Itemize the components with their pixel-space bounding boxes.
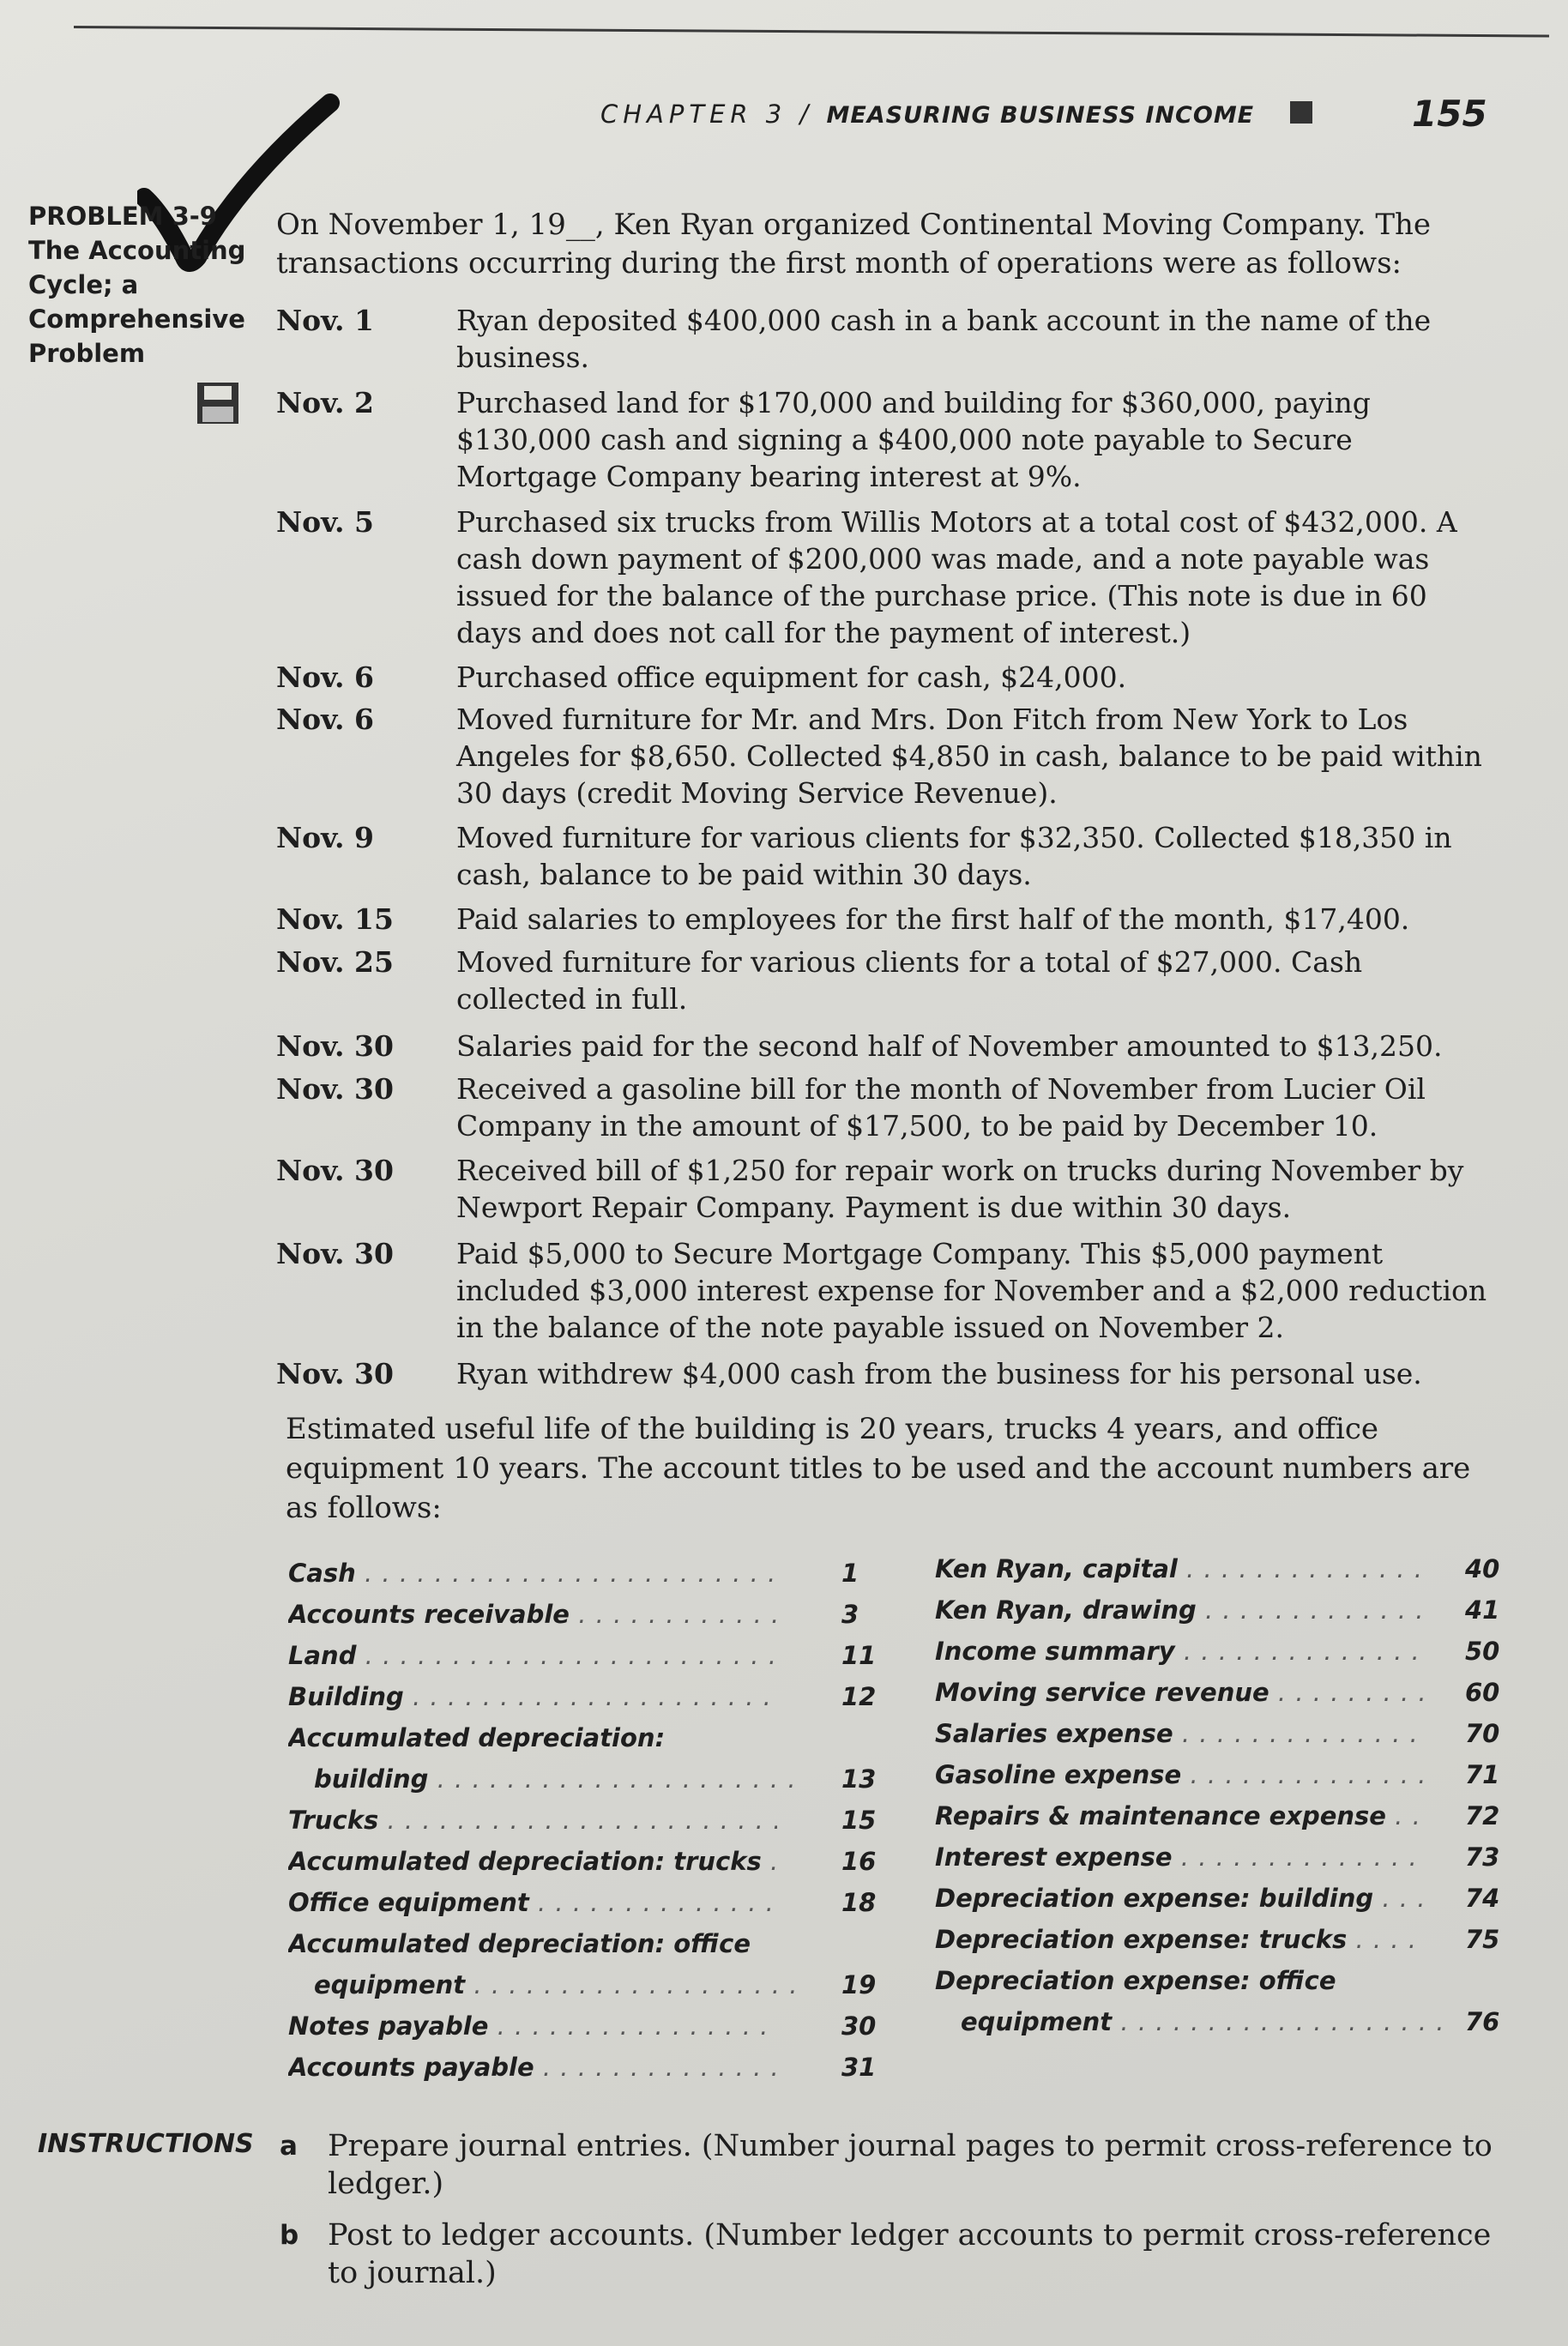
account-row: Land . . . 11 xyxy=(288,1635,889,1676)
account-row: Accumulated depreciation: office xyxy=(288,1929,751,1958)
transaction-row: Nov. 30 Ryan withdrew $4,000 cash from the business for his personal use. xyxy=(276,1357,1422,1390)
transaction-row: Nov. 6 Purchased office equipment for cash, $24,000. xyxy=(276,660,1127,694)
account-row: Accounts receivable . . . 3 xyxy=(288,1594,889,1635)
account-row: Accumulated depreciation: xyxy=(288,1723,666,1752)
account-row: Depreciation expense: building . . . 74 xyxy=(935,1878,1518,1919)
accounts-list-right xyxy=(935,1548,1518,2042)
account-row: Depreciation expense: office xyxy=(935,1966,1336,1995)
intro-paragraph: On November 1, 19__, Ken Ryan organized Continental Moving Company. The transactions occurring during the first month of operations were as follows: xyxy=(276,208,1432,280)
transaction-row: Nov. 9 Moved furniture for various clients for $32,350. Collected $18,350 in cash, balance to be paid within 30 days. xyxy=(276,821,1452,891)
account-row: equipment . . . 19 xyxy=(288,1964,889,2005)
account-row: Salaries expense . . . 70 xyxy=(935,1713,1518,1754)
square-bullet-icon xyxy=(1290,101,1312,124)
account-row: equipment . . . 76 xyxy=(935,2001,1518,2042)
account-row: Interest expense . . . 73 xyxy=(935,1836,1518,1878)
transaction-row: Nov. 6 Moved furniture for Mr. and Mrs. Don Fitch from New York to Los Angeles for $8,650. Collected $4,850 in cash, balance to be paid within 30 days (credit Moving Service Revenue). xyxy=(276,703,1482,810)
transaction-row: Nov. 5 Purchased six trucks from Willis Motors at a total cost of $432,000. A cash down payment of $200,000 was made, and a note payable was issued for the balance of the purchase price. (This note is due in 60 days and does not call for the payment of interest.) xyxy=(276,505,1457,649)
accounts-list-left xyxy=(288,1553,889,2088)
account-row: Accounts payable . . . 31 xyxy=(288,2047,889,2088)
account-row: Ken Ryan, capital . . . 40 xyxy=(935,1548,1518,1589)
account-row: Building . . . 12 xyxy=(288,1676,889,1717)
account-row: Notes payable . . . 30 xyxy=(288,2005,889,2047)
account-row: Income summary . . . 50 xyxy=(935,1631,1518,1672)
top-rule xyxy=(74,26,1549,38)
transaction-row: Nov. 30 Paid $5,000 to Secure Mortgage Company. This $5,000 payment included $3,000 interest expense for November and a $2,000 reduction in the balance of the note payable issued on November 2. xyxy=(276,1237,1487,1344)
account-row: Ken Ryan, drawing . . . 41 xyxy=(935,1589,1518,1631)
instruction-item: b Post to ledger accounts. (Number ledger accounts to permit cross-reference to journal.) xyxy=(280,2218,1492,2290)
running-header xyxy=(600,93,1501,136)
problem-label: PROBLEM 3-9 xyxy=(28,202,217,231)
transaction-row: Nov. 1 Ryan deposited $400,000 cash in a bank account in the name of the business. xyxy=(276,304,1432,374)
problem-title: The Accounting Cycle; a Comprehensive Problem xyxy=(28,236,246,368)
account-row: Cash . . . 1 xyxy=(288,1553,889,1594)
account-row: building . . . 13 xyxy=(288,1758,889,1800)
floppy-disk-icon xyxy=(196,381,240,425)
page-number: 155 xyxy=(1412,93,1487,135)
problem-sidebar xyxy=(28,199,251,371)
account-row: Accumulated depreciation: trucks . . . 16 xyxy=(288,1841,889,1882)
chapter-label: CHAPTER 3 / MEASURING BUSINESS INCOME xyxy=(600,100,1255,129)
transaction-row: Nov. 30 Received a gasoline bill for the month of November from Lucier Oil Company in the amount of $17,500, to be paid by December 10. xyxy=(276,1072,1426,1143)
transaction-row: Nov. 30 Salaries paid for the second half of November amounted to $13,250. xyxy=(276,1029,1443,1063)
instruction-item: a Prepare journal entries. (Number journal pages to permit cross-reference to ledger.) xyxy=(280,2129,1493,2201)
account-row: Moving service revenue . . . 60 xyxy=(935,1672,1518,1713)
transaction-row: Nov. 30 Received bill of $1,250 for repair work on trucks during November by Newport Repair Company. Payment is due within 30 days. xyxy=(276,1154,1464,1224)
account-row: Gasoline expense . . . 71 xyxy=(935,1754,1518,1795)
transaction-row: Nov. 15 Paid salaries to employees for the first half of the month, $17,400. xyxy=(276,902,1410,936)
account-row: Depreciation expense: trucks . . . 75 xyxy=(935,1919,1518,1960)
useful-life-paragraph: Estimated useful life of the building is 20 years, trucks 4 years, and office equipment 10 years. The account titles to be used and the account numbers are as follows: xyxy=(286,1412,1471,1525)
transaction-row: Nov. 2 Purchased land for $170,000 and building for $360,000, paying $130,000 cash and signing a $400,000 note payable to Secure Mortgage Company bearing interest at 9%. xyxy=(276,386,1371,493)
account-row: Trucks . . . 15 xyxy=(288,1800,889,1841)
account-row: Office equipment . . . 18 xyxy=(288,1882,889,1923)
transaction-row: Nov. 25 Moved furniture for various clients for a total of $27,000. Cash collected in full. xyxy=(276,945,1363,1016)
account-row: Repairs & maintenance expense . . . 72 xyxy=(935,1795,1518,1836)
instructions-heading: INSTRUCTIONS xyxy=(38,2129,254,2159)
